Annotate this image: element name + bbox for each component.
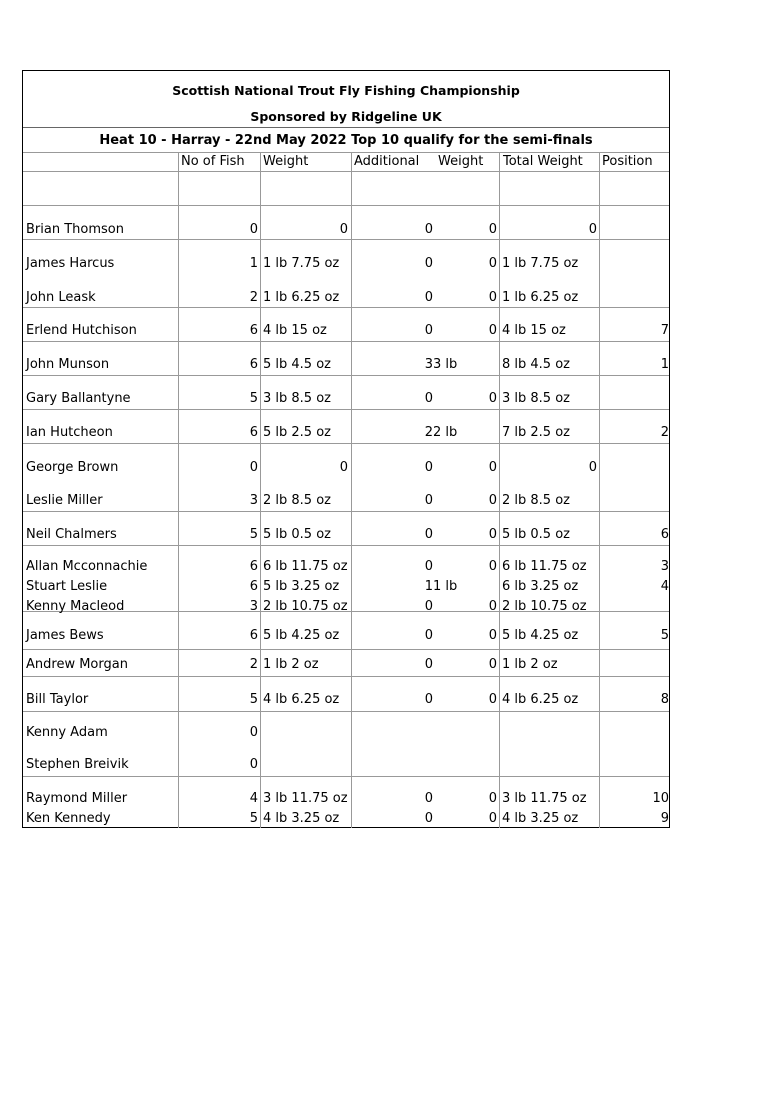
additional-count: 0 [424, 692, 433, 707]
angler-name: Allan Mcconnachie [26, 559, 148, 574]
total-weight: 1 lb 6.25 oz [502, 290, 579, 305]
additional-count: 1 [424, 579, 433, 594]
header-weight: Weight [263, 154, 309, 169]
additional-weight: 0 [488, 628, 497, 643]
catch-weight: 2 lb 8.5 oz [263, 493, 331, 508]
additional-weight: 0 [488, 222, 497, 237]
position: 10 [652, 791, 669, 806]
catch-weight: 0 [339, 460, 348, 475]
angler-name: Leslie Miller [26, 493, 103, 508]
additional-count: 0 [424, 222, 433, 237]
additional-weight: 0 [488, 599, 497, 614]
column-divider [260, 152, 261, 828]
additional-weight: 0 [488, 559, 497, 574]
divider [23, 127, 669, 128]
position: 4 [660, 579, 669, 594]
total-weight: 5 lb 0.5 oz [502, 527, 570, 542]
results-sheet [22, 70, 670, 828]
additional-count: 3 [424, 357, 433, 372]
angler-name: Erlend Hutchison [26, 323, 137, 338]
angler-name: Stephen Breivik [26, 757, 129, 772]
additional-count: 0 [424, 323, 433, 338]
column-divider [599, 152, 600, 828]
additional-count: 0 [424, 559, 433, 574]
angler-name: John Leask [26, 290, 96, 305]
total-weight: 3 lb 8.5 oz [502, 391, 570, 406]
additional-count: 0 [424, 527, 433, 542]
total-weight: 7 lb 2.5 oz [502, 425, 570, 440]
heat-line: Heat 10 - Harray - 22nd May 2022 Top 10 qualify for the semi-finals [99, 133, 593, 148]
additional-weight: 0 [488, 460, 497, 475]
angler-name: George Brown [26, 460, 119, 475]
additional-weight: 0 [488, 791, 497, 806]
row-divider [23, 545, 669, 546]
catch-weight: 2 lb 10.75 oz [263, 599, 348, 614]
row-divider [23, 776, 669, 777]
row-divider [23, 711, 669, 712]
additional-count: 0 [424, 256, 433, 271]
angler-name: James Harcus [26, 256, 115, 271]
fish-count: 2 [249, 290, 258, 305]
total-weight: 0 [588, 460, 597, 475]
additional-count: 0 [424, 628, 433, 643]
additional-count: 0 [424, 657, 433, 672]
position: 7 [660, 323, 669, 338]
fish-count: 6 [249, 628, 258, 643]
additional-weight: 0 [488, 692, 497, 707]
angler-name: Andrew Morgan [26, 657, 128, 672]
catch-weight: 6 lb 11.75 oz [263, 559, 348, 574]
fish-count: 6 [249, 323, 258, 338]
additional-weight: 1 lb [433, 579, 458, 594]
header-fish: No of Fish [181, 154, 245, 169]
angler-name: James Bews [26, 628, 104, 643]
row-divider [23, 205, 669, 206]
catch-weight: 5 lb 0.5 oz [263, 527, 331, 542]
additional-count: 0 [424, 391, 433, 406]
additional-weight: 2 lb [433, 425, 458, 440]
position: 6 [660, 527, 669, 542]
total-weight: 8 lb 4.5 oz [502, 357, 570, 372]
header-additional: Additional [354, 154, 420, 169]
additional-weight: 0 [488, 391, 497, 406]
fish-count: 0 [249, 757, 258, 772]
row-divider [23, 409, 669, 410]
total-weight: 1 lb 7.75 oz [502, 256, 579, 271]
additional-weight: 0 [488, 256, 497, 271]
fish-count: 6 [249, 425, 258, 440]
fish-count: 6 [249, 579, 258, 594]
catch-weight: 1 lb 6.25 oz [263, 290, 340, 305]
total-weight: 6 lb 3.25 oz [502, 579, 579, 594]
sponsor-line: Sponsored by Ridgeline UK [250, 109, 442, 124]
position: 8 [660, 692, 669, 707]
additional-count: 2 [424, 425, 433, 440]
catch-weight: 4 lb 3.25 oz [263, 811, 340, 826]
fish-count: 1 [249, 256, 258, 271]
additional-count: 0 [424, 791, 433, 806]
angler-name: Neil Chalmers [26, 527, 117, 542]
additional-count: 0 [424, 290, 433, 305]
total-weight: 2 lb 8.5 oz [502, 493, 570, 508]
additional-count: 0 [424, 460, 433, 475]
fish-count: 5 [249, 811, 258, 826]
header-total-weight: Total Weight [503, 154, 583, 169]
catch-weight: 4 lb 15 oz [263, 323, 327, 338]
additional-count: 0 [424, 599, 433, 614]
additional-count: 0 [424, 493, 433, 508]
catch-weight: 1 lb 7.75 oz [263, 256, 340, 271]
catch-weight: 1 lb 2 oz [263, 657, 319, 672]
additional-weight: 3 lb [433, 357, 458, 372]
catch-weight: 3 lb 11.75 oz [263, 791, 348, 806]
row-divider [23, 649, 669, 650]
catch-weight: 5 lb 2.5 oz [263, 425, 331, 440]
catch-weight: 3 lb 8.5 oz [263, 391, 331, 406]
total-weight: 4 lb 15 oz [502, 323, 566, 338]
additional-weight: 0 [488, 290, 497, 305]
fish-count: 0 [249, 222, 258, 237]
position: 3 [660, 559, 669, 574]
angler-name: Raymond Miller [26, 791, 128, 806]
position: 2 [660, 425, 669, 440]
column-divider [499, 152, 500, 828]
angler-name: Gary Ballantyne [26, 391, 131, 406]
fish-count: 5 [249, 527, 258, 542]
total-weight: 5 lb 4.25 oz [502, 628, 579, 643]
row-divider [23, 443, 669, 444]
angler-name: Ian Hutcheon [26, 425, 113, 440]
header-position: Position [602, 154, 653, 169]
total-weight: 1 lb 2 oz [502, 657, 558, 672]
fish-count: 0 [249, 460, 258, 475]
row-divider [23, 239, 669, 240]
fish-count: 5 [249, 692, 258, 707]
column-divider [351, 152, 352, 828]
row-divider [23, 307, 669, 308]
fish-count: 4 [249, 791, 258, 806]
fish-count: 6 [249, 559, 258, 574]
total-weight: 4 lb 6.25 oz [502, 692, 579, 707]
row-divider [23, 676, 669, 677]
position: 9 [660, 811, 669, 826]
total-weight: 6 lb 11.75 oz [502, 559, 587, 574]
catch-weight: 5 lb 4.5 oz [263, 357, 331, 372]
sheet-title: Scottish National Trout Fly Fishing Championship [172, 83, 520, 98]
row-divider [23, 341, 669, 342]
angler-name: John Munson [26, 357, 110, 372]
additional-count: 0 [424, 811, 433, 826]
fish-count: 3 [249, 599, 258, 614]
fish-count: 2 [249, 657, 258, 672]
total-weight: 0 [588, 222, 597, 237]
catch-weight: 4 lb 6.25 oz [263, 692, 340, 707]
header-weight-additional: Weight [438, 154, 484, 169]
fish-count: 6 [249, 357, 258, 372]
divider [23, 152, 669, 153]
position: 1 [660, 357, 669, 372]
fish-count: 5 [249, 391, 258, 406]
angler-name: Bill Taylor [26, 692, 89, 707]
row-divider [23, 511, 669, 512]
additional-weight: 0 [488, 657, 497, 672]
position: 5 [660, 628, 669, 643]
fish-count: 0 [249, 725, 258, 740]
row-divider [23, 375, 669, 376]
catch-weight: 5 lb 3.25 oz [263, 579, 340, 594]
angler-name: Kenny Macleod [26, 599, 125, 614]
total-weight: 4 lb 3.25 oz [502, 811, 579, 826]
fish-count: 3 [249, 493, 258, 508]
additional-weight: 0 [488, 323, 497, 338]
total-weight: 2 lb 10.75 oz [502, 599, 587, 614]
additional-weight: 0 [488, 493, 497, 508]
total-weight: 3 lb 11.75 oz [502, 791, 587, 806]
catch-weight: 5 lb 4.25 oz [263, 628, 340, 643]
row-divider [23, 171, 669, 172]
additional-weight: 0 [488, 527, 497, 542]
catch-weight: 0 [339, 222, 348, 237]
angler-name: Brian Thomson [26, 222, 124, 237]
angler-name: Kenny Adam [26, 725, 108, 740]
angler-name: Stuart Leslie [26, 579, 108, 594]
angler-name: Ken Kennedy [26, 811, 111, 826]
additional-weight: 0 [488, 811, 497, 826]
